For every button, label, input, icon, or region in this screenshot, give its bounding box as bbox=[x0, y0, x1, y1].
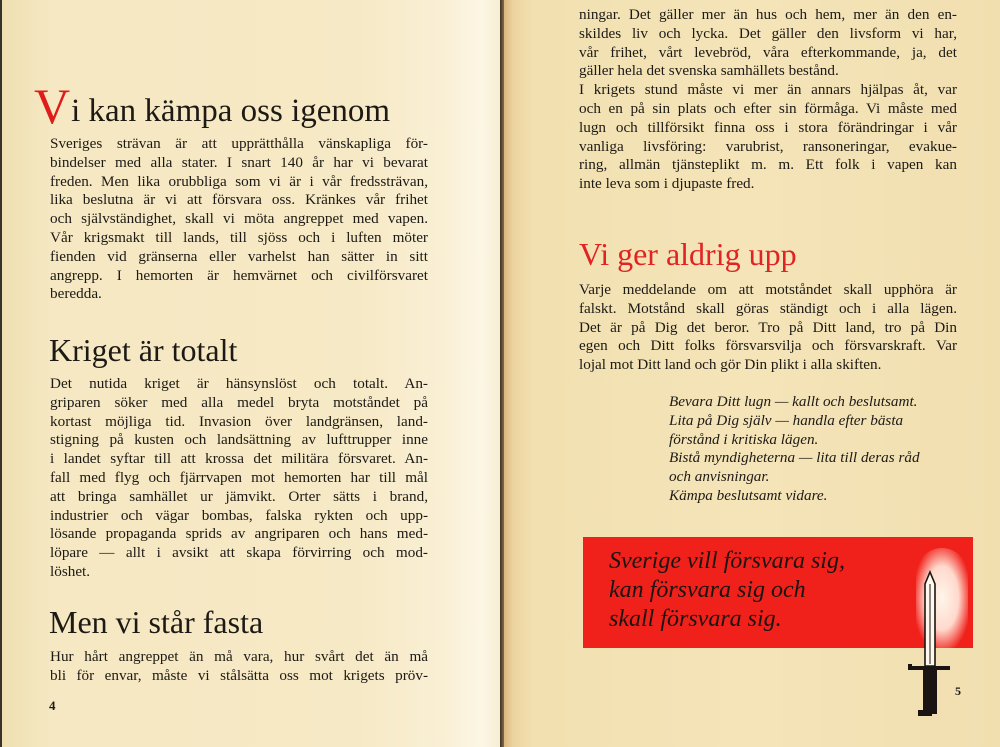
text-line: beredda. bbox=[50, 285, 102, 303]
text-line: skildes liv och lycka. Det gäller den livsform vi har, bbox=[579, 24, 957, 42]
text-line: bindelser med alla stater. I snart 140 år har vi bevarat bbox=[50, 153, 428, 171]
paragraph-intro bbox=[50, 135, 428, 304]
page-number-right: 5 bbox=[955, 684, 961, 698]
text-line: löpare — allt i avsikt att skapa förvirring och mod- bbox=[50, 544, 428, 562]
text-line: Sveriges strävan är att upprätthålla vänskapliga för- bbox=[50, 135, 428, 152]
text-line: I krigets stund måste vi mer än annars hjälpas åt, var bbox=[579, 81, 957, 99]
bayonet-icon bbox=[905, 570, 955, 720]
text-line: i landet syftar till att krossa det militära försvaret. An- bbox=[50, 450, 428, 468]
paragraph-fasta bbox=[50, 648, 428, 686]
text-line: och självständighet, skall vi möta angreppet med vapen. bbox=[50, 210, 428, 228]
maxim-item: Bevara Ditt lugn — kallt och beslutsamt. bbox=[669, 393, 918, 410]
text-line: fall med flyg och fjärrvapen mot hemorten har till mål bbox=[50, 468, 428, 486]
text-line: att bringa samhället ur jämvikt. Orter sätts i brand, bbox=[50, 487, 428, 505]
slogan-line: Sverige vill försvara sig, bbox=[609, 548, 845, 574]
heading-vi-kan-kampa bbox=[34, 78, 391, 134]
text-line: Varje meddelande om att motståndet skall upphöra är bbox=[579, 281, 957, 298]
maxim-item: och anvisningar. bbox=[669, 468, 770, 486]
paragraph-kriget bbox=[50, 375, 428, 582]
heading-vi-ger-aldrig-upp: Vi ger aldrig upp bbox=[579, 236, 797, 272]
text-line: Det nutida kriget är hänsynslöst och totalt. An- bbox=[50, 375, 428, 392]
maxim-item: förstånd i kritiska lägen. bbox=[669, 430, 819, 448]
text-line: gäller hela det svenska samhällets bestånd. bbox=[579, 62, 839, 80]
text-line: fienden vid gränserna eller varhelst han sätter in sitt bbox=[50, 247, 428, 265]
maxim-item: Lita på Dig själv — handla efter bästa bbox=[669, 411, 904, 429]
heading-men-vi-star-fasta: Men vi står fasta bbox=[49, 604, 264, 640]
text-line: lösande propaganda sprids av angriparen och hans med- bbox=[50, 525, 428, 543]
text-line: freden. Men lika orubbliga som vi är i vår fredssträvan, bbox=[50, 172, 428, 190]
text-line: Det är på Dig det beror. Tro på Ditt land, tro på Din bbox=[579, 318, 957, 336]
slogan-line: kan försvara sig och bbox=[609, 577, 806, 603]
text-line: lika beslutna är vi att försvara oss. Kränkes vår frihet bbox=[50, 191, 428, 209]
slogan-line: skall försvara sig. bbox=[609, 606, 782, 632]
heading-kriget-ar-totalt: Kriget är totalt bbox=[49, 332, 238, 368]
text-line: ningar. Det gäller mer än hus och hem, mer än den en- bbox=[579, 6, 957, 23]
text-line: och en på sin plats och efter sin förmåga. Vi måste med bbox=[579, 99, 957, 117]
maxims-list bbox=[669, 393, 920, 506]
text-line: angrepp. I hemorten är hemvärnet och civilförsvaret bbox=[50, 266, 428, 284]
banner-slogan bbox=[609, 547, 845, 634]
text-line: Vår krigsmakt till lands, till sjöss och i luften möter bbox=[50, 228, 428, 246]
text-line: ring, allmän tjänsteplikt m. m. Ett folk i vapen kan bbox=[579, 156, 957, 174]
text-line: falskt. Motstånd skall göras ständigt och i alla lägen. bbox=[579, 299, 957, 317]
text-line: bli för envar, måste vi stålsätta oss mot krigets pröv- bbox=[50, 666, 428, 684]
text-line: inte leva som i djupaste fred. bbox=[579, 175, 755, 193]
text-line: egen och Ditt folks försvarsvilja och försvarskraft. Var bbox=[579, 337, 957, 355]
maxim-item: Kämpa beslutsamt vidare. bbox=[669, 486, 828, 504]
heading-text: i kan kämpa oss igenom bbox=[71, 93, 391, 129]
text-line: löshet. bbox=[50, 562, 91, 580]
text-line: lugn och tillförsikt finna oss i stora förändringar i vår bbox=[579, 118, 957, 136]
text-line: griparen söker med alla medel bryta motståndet på bbox=[50, 393, 428, 411]
text-line: kortast möjliga tid. Invasion över landgränsen, land- bbox=[50, 412, 428, 430]
text-line: vår frihet, vårt levebröd, våra efterkommande, ja, det bbox=[579, 43, 957, 61]
text-line: stigning på kusten och landsättning av lufttrupper inne bbox=[50, 431, 428, 449]
paragraph-continuation bbox=[579, 6, 957, 194]
paragraph-ger-aldrig-upp bbox=[579, 281, 957, 375]
drop-cap: V bbox=[34, 78, 71, 134]
text-line: lojal mot Ditt land och gör Din plikt i alla skiften. bbox=[579, 356, 882, 374]
maxim-item: Bistå myndigheterna — lita till deras råd bbox=[669, 449, 920, 467]
page-number-left: 4 bbox=[49, 698, 56, 713]
text-line: vanliga livsföring: varubrist, ransoneringar, evakue- bbox=[579, 137, 957, 155]
text-line: industrier och vägar bombas, falska rykten och upp- bbox=[50, 506, 428, 524]
text-line: Hur hårt angreppet än må vara, hur svårt det än må bbox=[50, 648, 428, 665]
binding-gutter bbox=[500, 0, 504, 747]
